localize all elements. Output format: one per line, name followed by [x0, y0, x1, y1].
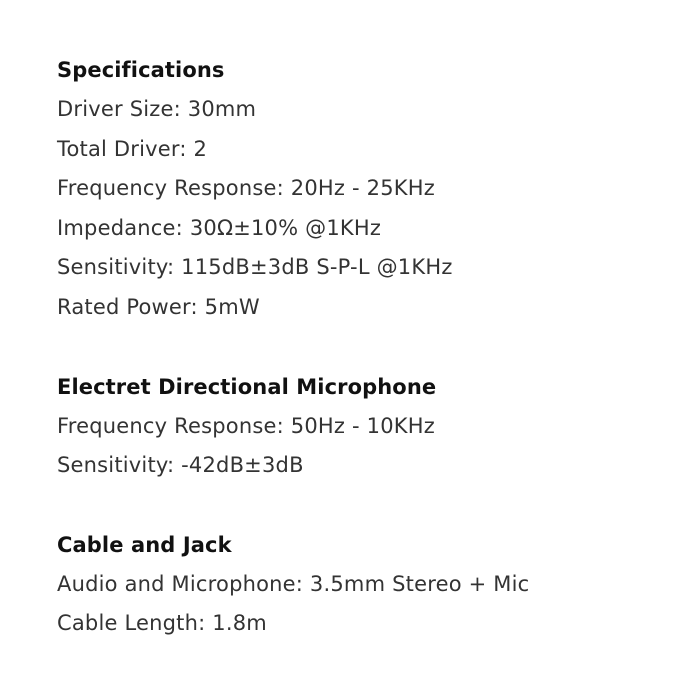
spec-sensitivity: Sensitivity: 115dB±3dB S-P-L @1KHz [57, 255, 453, 280]
section-cable-and-jack [57, 525, 677, 644]
spec-list [57, 565, 677, 644]
section-specifications [57, 50, 677, 328]
spec-impedance: Impedance: 30Ω±10% @1KHz [57, 215, 382, 240]
section-microphone [57, 367, 677, 486]
spec-mic-sensitivity: Sensitivity: -42dB±3dB [57, 453, 304, 478]
spec-cable-length: Cable Length: 1.8m [57, 611, 267, 636]
spec-list [57, 90, 677, 328]
spec-sheet [57, 50, 677, 644]
spec-rated-power: Rated Power: 5mW [57, 294, 260, 319]
spec-audio-and-microphone: Audio and Microphone: 3.5mm Stereo + Mic [57, 571, 530, 596]
section-title: Specifications [57, 58, 225, 82]
spec-mic-frequency-response: Frequency Response: 50Hz - 10KHz [57, 413, 435, 438]
spec-driver-size: Driver Size: 30mm [57, 97, 257, 121]
section-title: Electret Directional Microphone [57, 374, 437, 399]
spec-frequency-response: Frequency Response: 20Hz - 25KHz [57, 176, 435, 201]
spec-total-driver: Total Driver: 2 [57, 136, 208, 161]
section-title: Cable and Jack [57, 532, 232, 557]
spec-list [57, 407, 677, 486]
